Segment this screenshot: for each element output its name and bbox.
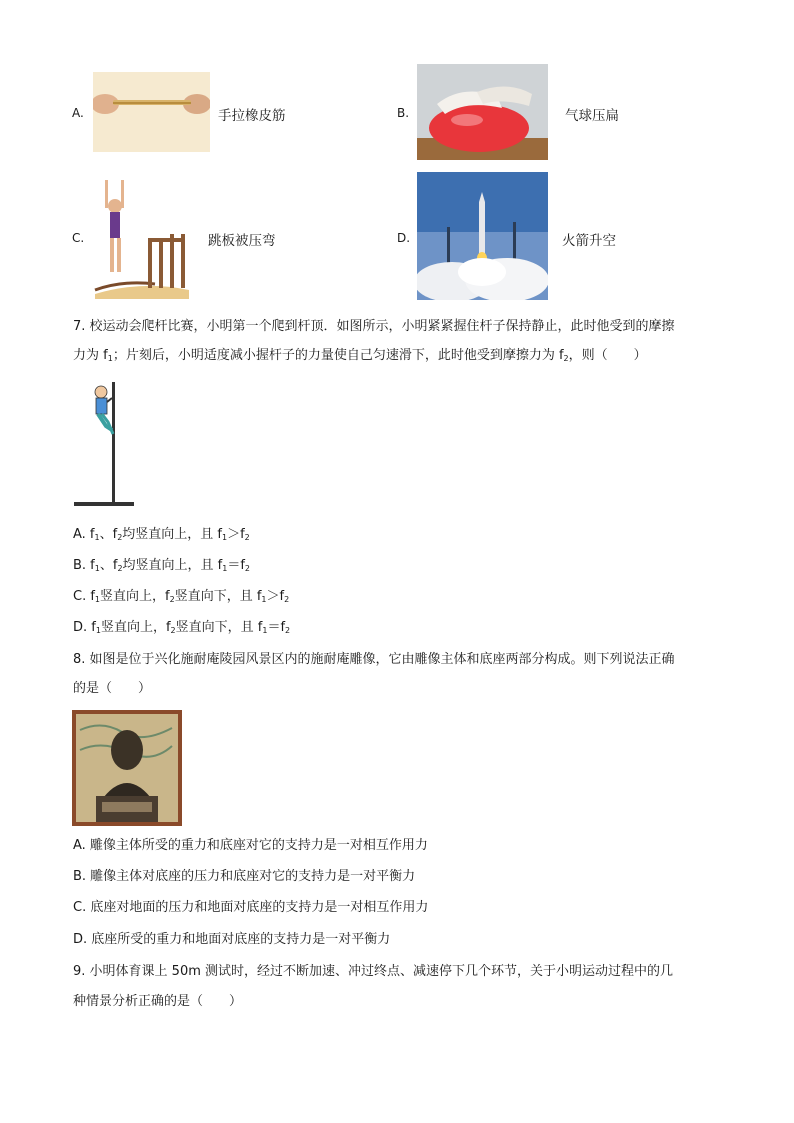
option-a-letter: A. bbox=[72, 106, 84, 120]
option-b-caption: 气球压扁 bbox=[565, 108, 619, 124]
diving-board-photo-icon bbox=[93, 172, 191, 299]
q7-option-a: A. $f_1$、$f_2$均竖直向上，且 $f_1>f_2$ bbox=[73, 527, 250, 542]
q8-stem-line2: 的是（ ） bbox=[73, 681, 152, 696]
q8-option-c: C. 底座对地面的压力和地面对底座的支持力是一对相互作用力 bbox=[73, 900, 429, 915]
option-c-caption: 跳板被压弯 bbox=[208, 233, 276, 249]
balloon-pressed-photo-icon bbox=[417, 64, 548, 160]
q7-option-c: C. $f_1$竖直向上，$f_2$竖直向下，且 $f_1>f_2$ bbox=[73, 589, 290, 604]
q8-stem-line1: 8. 如图是位于兴化施耐庵陵园风景区内的施耐庵雕像，它由雕像主体和底座两部分构成。则下列说法正确 bbox=[73, 652, 675, 667]
option-d-caption: 火箭升空 bbox=[562, 233, 616, 249]
option-d-letter: D. bbox=[397, 231, 411, 245]
rocket-launch-photo-icon bbox=[417, 172, 548, 300]
pole-climbing-figure-icon bbox=[72, 378, 136, 508]
rubber-band-photo-icon bbox=[93, 72, 210, 152]
q7-option-d: D. $f_1$竖直向上，$f_2$竖直向下，且 $f_1=f_2$ bbox=[73, 620, 291, 635]
option-c-letter: C. bbox=[72, 231, 85, 245]
q8-option-d: D. 底座所受的重力和地面对底座的支持力是一对平衡力 bbox=[73, 932, 391, 947]
option-b-letter: B. bbox=[397, 106, 410, 120]
q8-option-a: A. 雕像主体所受的重力和底座对它的支持力是一对相互作用力 bbox=[73, 838, 428, 853]
q9-stem-line1: 9. 小明体育课上 50m 测试时，经过不断加速、冲过终点、减速停下几个环节，关于小明运动过程中的几 bbox=[73, 964, 674, 979]
q7-stem-line1: 7. 校运动会爬杆比赛，小明第一个爬到杆顶．如图所示，小明紧紧握住杆子保持静止，此时他受到的摩擦 bbox=[73, 319, 675, 334]
option-a-caption: 手拉橡皮筋 bbox=[218, 108, 286, 124]
q7-stem-line2: 力为 $f_1$；片刻后，小明适度减小握杆子的力量使自己匀速滑下，此时他受到摩擦力为 $f_2$，则（ ） bbox=[73, 348, 647, 363]
q8-option-b: B. 雕像主体对底座的压力和底座对它的支持力是一对平衡力 bbox=[73, 869, 416, 884]
statue-photo-icon bbox=[72, 710, 182, 826]
q9-stem-line2: 种情景分析正确的是（ ） bbox=[73, 994, 243, 1009]
q7-option-b: B. $f_1$、$f_2$均竖直向上，且 $f_1=f_2$ bbox=[73, 558, 251, 573]
